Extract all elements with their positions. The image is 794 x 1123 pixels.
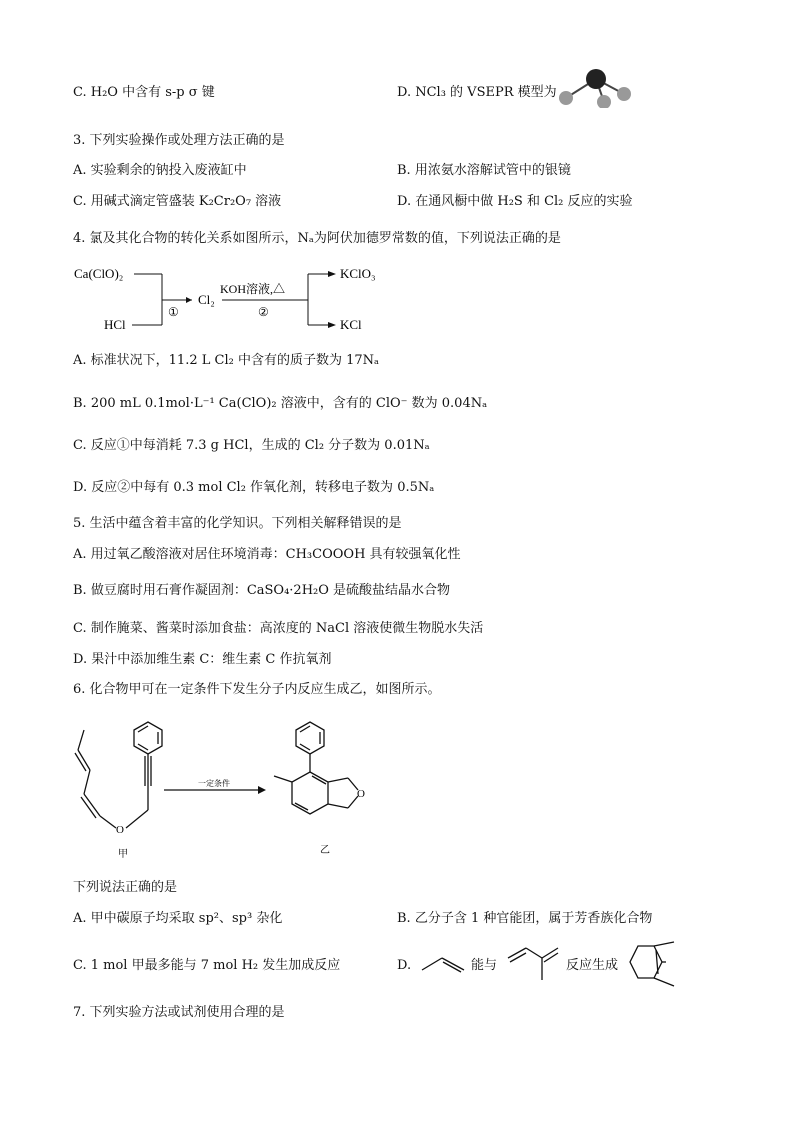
nh3-ball-stick-model bbox=[552, 66, 636, 108]
product-kclo3: KClO₃ bbox=[340, 266, 376, 281]
reactant-caclo2: Ca(ClO)₂ bbox=[74, 266, 124, 281]
intermediate-cl2: Cl₂ bbox=[198, 292, 215, 307]
q6-stem: 6. 化合物甲可在一定条件下发生分子内反应生成乙，如图所示。 bbox=[73, 682, 441, 697]
q4-option-b: B. 200 mL 0.1mol·L⁻¹ Ca(ClO)₂ 溶液中，含有的 ClO⁻ 数为 0.04Nₐ bbox=[73, 396, 488, 411]
q3-option-c: C. 用碱式滴定管盛装 K₂Cr₂O₇ 溶液 bbox=[73, 194, 282, 209]
reaction-scheme bbox=[70, 706, 390, 866]
q5-option-b: B. 做豆腐时用石膏作凝固剂：CaSO₄·2H₂O 是硫酸盐结晶水合物 bbox=[73, 583, 451, 598]
chlorine-conversion-diagram bbox=[70, 262, 390, 338]
q6-option-d-end: 反应生成 bbox=[566, 958, 619, 973]
q6-option-d-prefix: D. bbox=[397, 958, 412, 973]
q5-stem: 5. 生活中蕴含着丰富的化学知识。下列相关解释错误的是 bbox=[73, 516, 402, 531]
q2-option-d: D. NCl₃ 的 VSEPR 模型为 bbox=[397, 85, 557, 100]
step-2-label: ② bbox=[258, 305, 269, 319]
q6-prompt: 下列说法正确的是 bbox=[73, 880, 178, 895]
compound-b-structure bbox=[274, 722, 358, 814]
q4-option-c: C. 反应①中每消耗 7.3 g HCl，生成的 Cl₂ 分子数为 0.01Nₐ bbox=[73, 438, 430, 453]
q5-option-c: C. 制作腌菜、酱菜时添加食盐：高浓度的 NaCl 溶液使微生物脱水失活 bbox=[73, 621, 484, 636]
q4-stem: 4. 氯及其化合物的转化关系如图所示，Nₐ为阿伏加德罗常数的值，下列说法正确的是 bbox=[73, 231, 561, 246]
q3-option-a: A. 实验剩余的钠投入废液缸中 bbox=[73, 163, 247, 178]
q7-stem: 7. 下列实验方法或试剂使用合理的是 bbox=[73, 1005, 285, 1020]
q3-stem: 3. 下列实验操作或处理方法正确的是 bbox=[73, 133, 285, 148]
q3-option-d: D. 在通风橱中做 H₂S 和 Cl₂ 反应的实验 bbox=[397, 194, 633, 209]
dimethylcyclohexene-structure bbox=[620, 940, 684, 990]
q5-option-d: D. 果汁中添加维生素 C：维生素 C 作抗氧剂 bbox=[73, 652, 332, 667]
q6-option-c: C. 1 mol 甲最多能与 7 mol H₂ 发生加成反应 bbox=[73, 958, 341, 973]
q4-option-d: D. 反应②中每有 0.3 mol Cl₂ 作氧化剂，转移电子数为 0.5Nₐ bbox=[73, 480, 435, 495]
oxygen-label-a: O bbox=[116, 824, 124, 836]
arrow-condition: 一定条件 bbox=[198, 779, 230, 788]
q2-option-c: C. H₂O 中含有 s-p σ 键 bbox=[73, 85, 215, 100]
product-kcl: KCl bbox=[340, 317, 362, 332]
label-compound-a: 甲 bbox=[118, 849, 128, 860]
q6-option-d-middle: 能与 bbox=[471, 958, 498, 973]
step-1-label: ① bbox=[168, 305, 179, 319]
q5-option-a: A. 用过氧乙酸溶液对居住环境消毒：CH₃COOOH 具有较强氧化性 bbox=[73, 547, 461, 562]
reactant-hcl: HCl bbox=[104, 317, 126, 332]
isoprene-structure bbox=[504, 944, 560, 984]
propene-structure bbox=[418, 950, 470, 976]
q3-option-b: B. 用浓氨水溶解试管中的银镜 bbox=[397, 163, 571, 178]
condition-koh: KOH溶液,△ bbox=[220, 282, 285, 296]
compound-a-structure bbox=[75, 722, 162, 828]
q6-option-a: A. 甲中碳原子均采取 sp²、sp³ 杂化 bbox=[73, 911, 283, 926]
oxygen-label-b: O bbox=[357, 788, 365, 800]
q4-option-a: A. 标准状况下，11.2 L Cl₂ 中含有的质子数为 17Nₐ bbox=[73, 353, 380, 368]
q6-option-b: B. 乙分子含 1 种官能团，属于芳香族化合物 bbox=[397, 911, 653, 926]
label-compound-b: 乙 bbox=[320, 845, 330, 856]
